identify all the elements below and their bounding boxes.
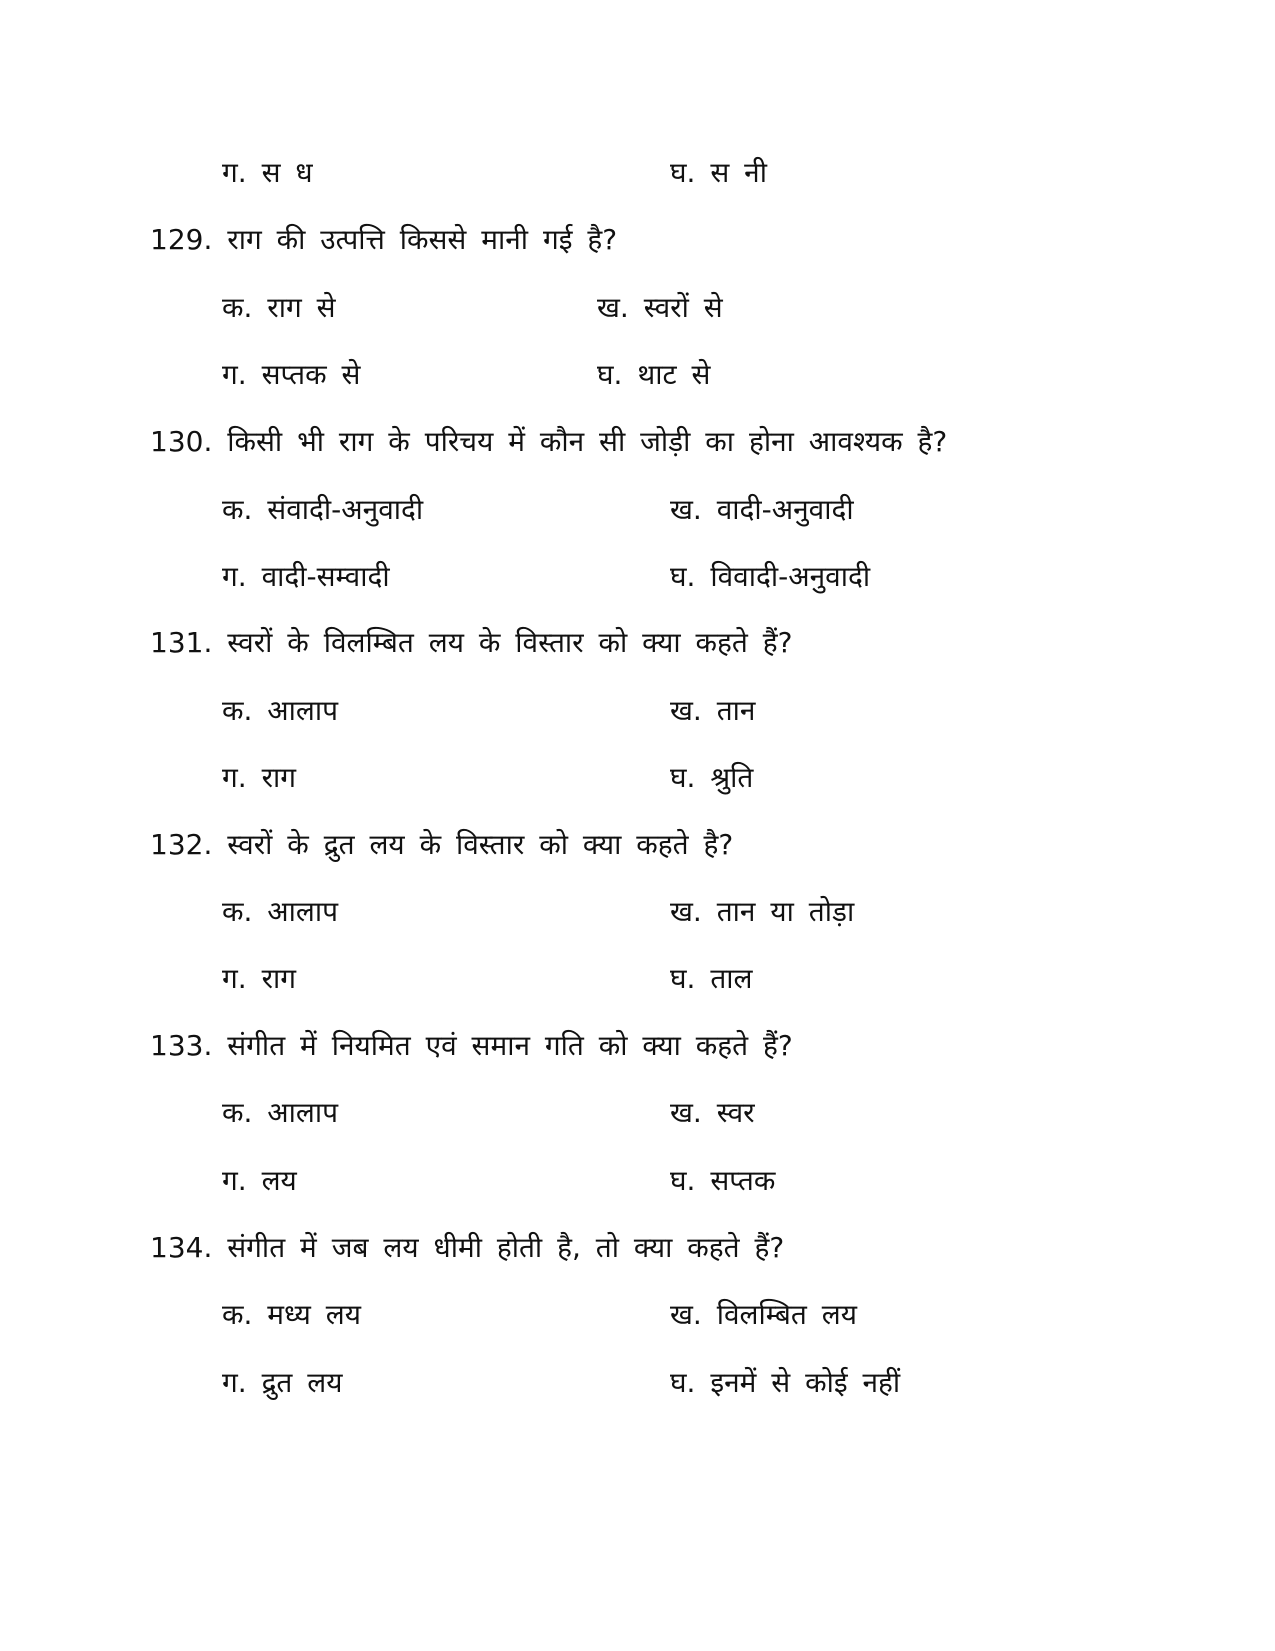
- question-133: 133. संगीत में नियमित एवं समान गति को क्या कहते हैं?: [150, 1029, 793, 1062]
- option-a: क. मध्य लय: [222, 1298, 361, 1331]
- option-c: ग. स ध: [222, 156, 313, 189]
- question-134: 134. संगीत में जब लय धीमी होती है, तो क्या कहते हैं?: [150, 1231, 785, 1264]
- option-d: घ. थाट से: [597, 358, 711, 391]
- option-d: घ. ताल: [670, 962, 753, 995]
- option-b: ख. स्वरों से: [597, 291, 723, 324]
- option-d: घ. विवादी-अनुवादी: [670, 560, 871, 593]
- option-b: ख. विलम्बित लय: [670, 1298, 857, 1331]
- option-c: ग. वादी-सम्वादी: [222, 560, 390, 593]
- option-d: घ. श्रुति: [670, 761, 754, 794]
- option-b: ख. स्वर: [670, 1096, 755, 1129]
- question-129: 129. राग की उत्पत्ति किससे मानी गई है?: [150, 223, 618, 256]
- question-132: 132. स्वरों के द्रुत लय के विस्तार को क्या कहते है?: [150, 828, 734, 861]
- option-c: ग. द्रुत लय: [222, 1366, 343, 1399]
- option-c: ग. राग: [222, 962, 297, 995]
- option-c: ग. सप्तक से: [222, 358, 361, 391]
- option-b: ख. वादी-अनुवादी: [670, 493, 854, 526]
- option-b: ख. तान या तोड़ा: [670, 895, 855, 928]
- option-a: क. राग से: [222, 291, 336, 324]
- option-c: ग. राग: [222, 761, 297, 794]
- option-d: घ. इनमें से कोई नहीं: [670, 1366, 901, 1399]
- option-c: ग. लय: [222, 1164, 297, 1197]
- option-d: घ. सप्तक: [670, 1164, 776, 1197]
- option-d: घ. स नी: [670, 156, 767, 189]
- question-131: 131. स्वरों के विलम्बित लय के विस्तार को क्या कहते हैं?: [150, 626, 793, 659]
- question-130: 130. किसी भी राग के परिचय में कौन सी जोड़ी का होना आवश्यक है?: [150, 425, 948, 458]
- option-a: क. आलाप: [222, 1096, 339, 1129]
- option-a: क. आलाप: [222, 694, 339, 727]
- option-a: क. संवादी-अनुवादी: [222, 493, 424, 526]
- option-a: क. आलाप: [222, 895, 339, 928]
- option-b: ख. तान: [670, 694, 756, 727]
